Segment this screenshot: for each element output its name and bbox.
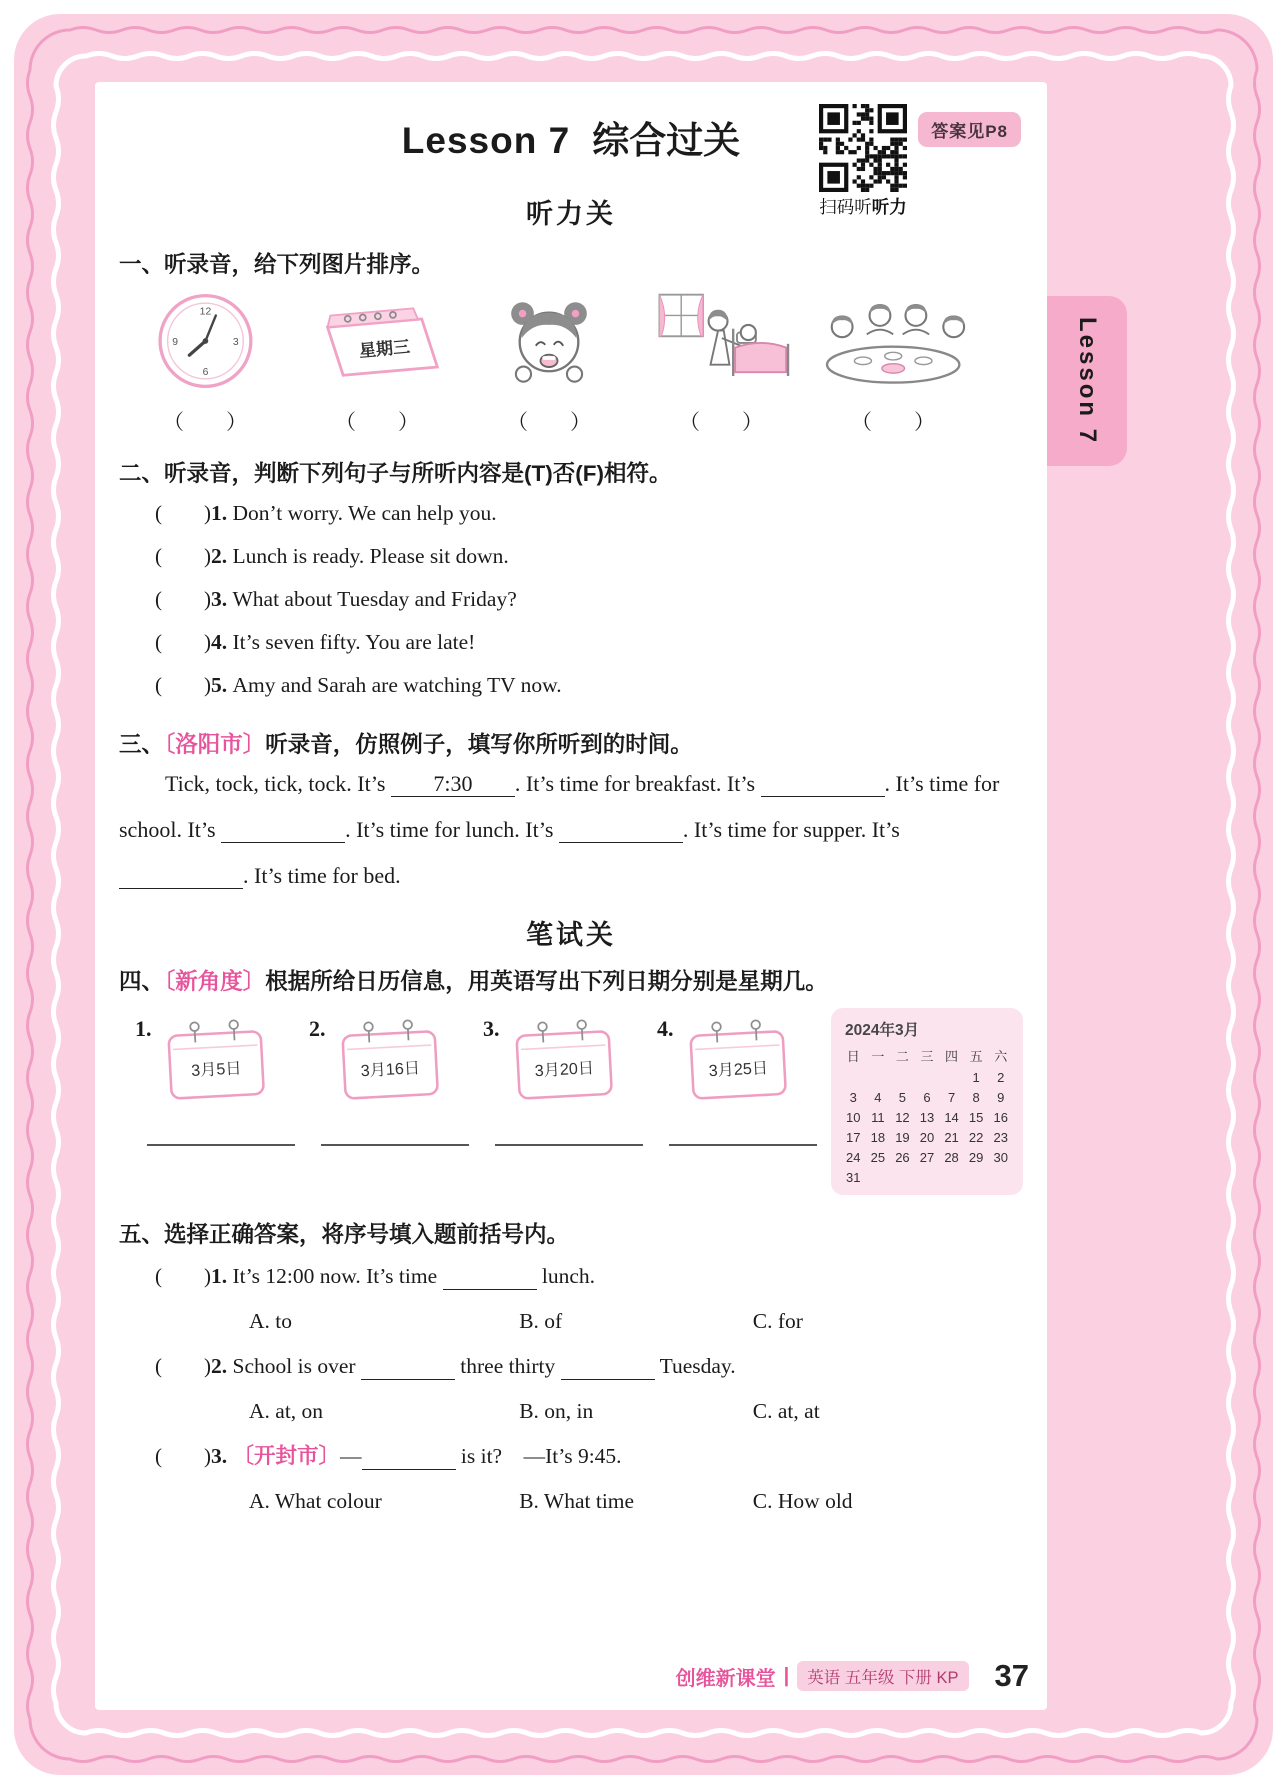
choice-option[interactable]: C. How old [752, 1489, 853, 1513]
choice-option[interactable]: A. What colour [249, 1489, 382, 1513]
month-day: 23 [993, 1130, 1008, 1145]
question-text: three thirty [454, 1354, 561, 1378]
month-day: 6 [923, 1090, 931, 1105]
passage-text: . It’s time for bed. [243, 863, 401, 888]
part3-title [119, 727, 1023, 759]
source-tag: 〔洛阳市〕 [164, 732, 266, 757]
month-day: 26 [895, 1150, 910, 1165]
item-number: 2. [309, 1016, 326, 1041]
flip-calendar-icon [152, 1008, 280, 1110]
svg-text:12: 12 [199, 306, 211, 318]
picture-item [119, 289, 291, 436]
item-number: 1. [135, 1016, 152, 1041]
answer-bracket[interactable]: ( ) [155, 630, 211, 654]
calendar-item-top [309, 1008, 483, 1110]
weekday-header: 六 [994, 1049, 1008, 1064]
question-text: School is over [232, 1354, 361, 1378]
answer-blank[interactable] [119, 863, 243, 889]
choice-question-line [119, 1343, 1023, 1389]
qr-code [819, 104, 907, 192]
question-text: is it? —It’s 9:45. [455, 1444, 622, 1468]
month-day: 10 [846, 1110, 861, 1125]
part2-item [119, 664, 1023, 707]
month-title: 2024年3月 [845, 1022, 920, 1039]
month-day: 5 [898, 1090, 907, 1105]
calendar-item [483, 1008, 657, 1195]
month-day: 4 [874, 1090, 882, 1105]
choice-options [119, 1479, 1023, 1523]
svg-text:3月20日: 3月20日 [533, 1059, 595, 1081]
month-day: 1 [972, 1070, 980, 1085]
month-day: 22 [968, 1130, 984, 1145]
part5-items [119, 1253, 1023, 1523]
calendar-item-top [657, 1008, 831, 1110]
item-number: 2. [211, 544, 233, 568]
item-number: 1. [211, 501, 233, 525]
picture-item [291, 289, 463, 436]
page-number: 37 [994, 1658, 1029, 1693]
answer-bracket[interactable]: ( ) [155, 1264, 211, 1288]
item-number: 3. [483, 1016, 500, 1041]
month-grid [841, 1046, 1013, 1185]
choice-item [119, 1343, 1023, 1433]
answer-bracket[interactable]: （ ） [679, 411, 763, 434]
svg-text:3月5日: 3月5日 [190, 1059, 242, 1080]
weekday-header: 二 [895, 1049, 909, 1064]
part2-item [119, 621, 1023, 664]
month-day: 25 [870, 1150, 886, 1165]
part4-title [119, 964, 1023, 996]
month-day: 13 [919, 1110, 935, 1125]
answer-bracket[interactable]: （ ） [163, 411, 247, 434]
month-day: 12 [895, 1110, 910, 1125]
month-day: 19 [895, 1130, 910, 1145]
passage-text: . It’s time for school. It’s [119, 771, 1000, 842]
question-text: — [340, 1444, 362, 1468]
weekday-header: 四 [945, 1049, 959, 1064]
part2-item [119, 535, 1023, 578]
answer-blank[interactable] [669, 1144, 817, 1146]
choice-question-line [119, 1433, 1023, 1479]
answer-bracket[interactable]: （ ） [507, 411, 591, 434]
choice-option[interactable]: B. on, in [519, 1399, 594, 1423]
flip-calendar-icon [326, 1008, 454, 1110]
question-text: Tuesday. [654, 1354, 736, 1378]
passage-text: . It’s time for supper. It’s [682, 817, 900, 842]
family-dinner-picture [810, 289, 975, 393]
part3-title-text: 听录音，仿照例子，填写你所听到的时间。 [265, 732, 693, 757]
item-text: Amy and Sarah are watching TV now. [232, 673, 562, 697]
worksheet-page [95, 82, 1047, 1710]
weekday-header: 五 [969, 1049, 983, 1064]
answer-bracket[interactable]: （ ） [851, 411, 935, 434]
month-day [866, 1170, 891, 1185]
passage-text: . It’s time for lunch. It’s [345, 817, 559, 842]
part2-item [119, 578, 1023, 621]
listening-section-header: 听力关 [526, 199, 616, 229]
month-day: 18 [870, 1130, 886, 1145]
answer-blank[interactable] [443, 1264, 537, 1290]
month-day: 29 [968, 1150, 984, 1165]
month-day: 20 [919, 1130, 935, 1145]
part3-number: 三、 [119, 732, 165, 757]
month-day [988, 1170, 1013, 1185]
month-day: 3 [849, 1090, 857, 1105]
question-text: It’s 12:00 now. It’s time [232, 1264, 443, 1288]
calendar-item-top [135, 1008, 309, 1110]
choice-option[interactable]: B. of [519, 1309, 563, 1333]
answer-bracket[interactable]: ( ) [155, 1354, 211, 1378]
lesson-number: Lesson 7 [401, 120, 571, 161]
item-number: 1. [211, 1264, 233, 1288]
choice-option[interactable]: A. at, on [249, 1399, 324, 1423]
item-number: 2. [211, 1354, 233, 1378]
answer-blank[interactable] [221, 817, 345, 843]
item-text: Don’t worry. We can help you. [232, 501, 497, 525]
month-day: 28 [944, 1150, 959, 1165]
side-tab-label: Lesson 7 [1074, 316, 1101, 446]
wall-clock-picture [144, 289, 267, 393]
question-text: lunch. [536, 1264, 596, 1288]
source-tag: 〔新角度〕 [164, 969, 266, 994]
weekday-header: 日 [846, 1049, 860, 1064]
item-number: 5. [211, 673, 233, 697]
qr-caption-bold: 听力 [871, 197, 907, 217]
item-text: It’s seven fifty. You are late! [232, 630, 476, 654]
answer-reference-badge: 答案见P8 [918, 112, 1021, 147]
calendar-item-top [483, 1008, 657, 1110]
month-day: 15 [968, 1110, 984, 1125]
answer-blank[interactable] [559, 817, 683, 843]
passage-text: . It’s time for breakfast. It’s [514, 771, 761, 796]
answer-blank[interactable] [321, 1144, 469, 1146]
lesson-title-cn: 综合过关 [592, 120, 741, 161]
month-day: 9 [997, 1090, 1005, 1105]
girl-picture [497, 289, 601, 393]
page-footer [676, 1658, 1029, 1694]
item-number: 3. [211, 587, 233, 611]
part4-body [119, 1008, 1023, 1195]
footer-divider: | [783, 1664, 790, 1687]
answer-bracket[interactable]: （ ） [335, 411, 419, 434]
month-day [841, 1070, 866, 1085]
item-number: 4. [657, 1016, 674, 1041]
month-day: 30 [993, 1150, 1008, 1165]
month-day: 14 [944, 1110, 959, 1125]
month-calendar-card [831, 1008, 1023, 1195]
answer-bracket[interactable]: ( ) [155, 544, 211, 568]
calendar-item [657, 1008, 831, 1195]
month-day: 2 [997, 1070, 1005, 1085]
answer-blank[interactable] [561, 1354, 655, 1380]
svg-text:3: 3 [232, 336, 239, 348]
choice-item [119, 1433, 1023, 1523]
answer-bracket[interactable]: ( ) [155, 501, 211, 525]
item-text: Lunch is ready. Please sit down. [232, 544, 509, 568]
part1-pictures [119, 289, 979, 436]
written-section-header: 笔试关 [526, 920, 616, 950]
month-day: 21 [944, 1130, 959, 1145]
item-number: 4. [211, 630, 233, 654]
part5-title: 五、选择正确答案，将序号填入题前括号内。 [119, 1222, 570, 1247]
svg-text:6: 6 [202, 367, 208, 379]
month-day [939, 1070, 964, 1085]
answer-bracket[interactable]: ( ) [155, 673, 211, 697]
qr-caption [795, 194, 931, 219]
month-day [939, 1170, 964, 1185]
source-tag: 〔开封市〕 [232, 1444, 341, 1468]
month-day: 17 [846, 1130, 861, 1145]
answer-blank[interactable] [147, 1144, 295, 1146]
month-day: 7 [947, 1090, 956, 1105]
answer-blank[interactable]: 7:30 [391, 771, 515, 797]
answer-blank[interactable] [495, 1144, 643, 1146]
picture-item [463, 289, 635, 436]
svg-text:3月25日: 3月25日 [707, 1059, 769, 1081]
month-day: 11 [871, 1110, 885, 1125]
answer-bracket[interactable]: ( ) [155, 587, 211, 611]
month-day: 8 [972, 1090, 980, 1105]
item-number: 3. [211, 1444, 233, 1468]
lesson-side-tab [1047, 296, 1127, 466]
weekday-header: 一 [871, 1049, 885, 1064]
choice-question-line [119, 1253, 1023, 1299]
month-day [890, 1170, 915, 1185]
calendar-item [135, 1008, 309, 1195]
passage-text: Tick, tock, tick, tock. It’s [165, 771, 391, 796]
month-day: 27 [919, 1150, 935, 1165]
month-day [866, 1070, 891, 1085]
choice-option[interactable]: C. for [752, 1309, 803, 1333]
part4-title-text: 根据所给日历信息，用英语写出下列日期分别是星期几。 [265, 969, 828, 994]
part4-items [119, 1008, 831, 1195]
month-day: 16 [993, 1110, 1008, 1125]
part1-title: 一、听录音，给下列图片排序。 [119, 252, 435, 277]
brand-name: 创维新课堂 [675, 1667, 776, 1690]
choice-option[interactable]: C. at, at [752, 1399, 820, 1423]
choice-options [119, 1389, 1023, 1433]
bedtime-picture [650, 289, 792, 393]
month-day [915, 1070, 940, 1085]
answer-blank[interactable] [361, 1354, 455, 1380]
part4-number: 四、 [119, 969, 165, 994]
part2-title: 二、听录音，判断下列句子与所听内容是(T)否(F)相符。 [119, 461, 672, 486]
choice-option[interactable]: B. What time [519, 1489, 635, 1513]
choice-options [119, 1299, 1023, 1343]
book-meta: 英语 五年级 下册 KP [797, 1661, 968, 1691]
choice-option[interactable]: A. to [249, 1309, 292, 1333]
month-day [890, 1070, 915, 1085]
flip-calendar-icon [674, 1008, 802, 1110]
item-text: What about Tuesday and Friday? [232, 587, 517, 611]
flip-calendar-icon [500, 1008, 628, 1110]
answer-blank[interactable] [761, 771, 885, 797]
part3-passage [119, 761, 1023, 899]
svg-text:9: 9 [171, 336, 178, 348]
month-day [964, 1170, 989, 1185]
month-day [915, 1170, 940, 1185]
calendar-item [309, 1008, 483, 1195]
month-day: 24 [846, 1150, 861, 1165]
qr-caption-text: 扫码听 [819, 197, 872, 217]
svg-text:3月16日: 3月16日 [359, 1059, 421, 1081]
picture-item [635, 289, 807, 436]
weekday-header: 三 [920, 1049, 934, 1064]
choice-item [119, 1253, 1023, 1343]
part2-items [119, 492, 1023, 707]
part2-item [119, 492, 1023, 535]
picture-item [807, 289, 979, 436]
answer-blank[interactable] [362, 1444, 456, 1470]
desk-calendar-picture [301, 289, 452, 393]
month-day: 31 [846, 1170, 861, 1185]
answer-bracket[interactable]: ( ) [155, 1444, 211, 1468]
calendar-weekday-label: 星期三 [358, 337, 412, 361]
